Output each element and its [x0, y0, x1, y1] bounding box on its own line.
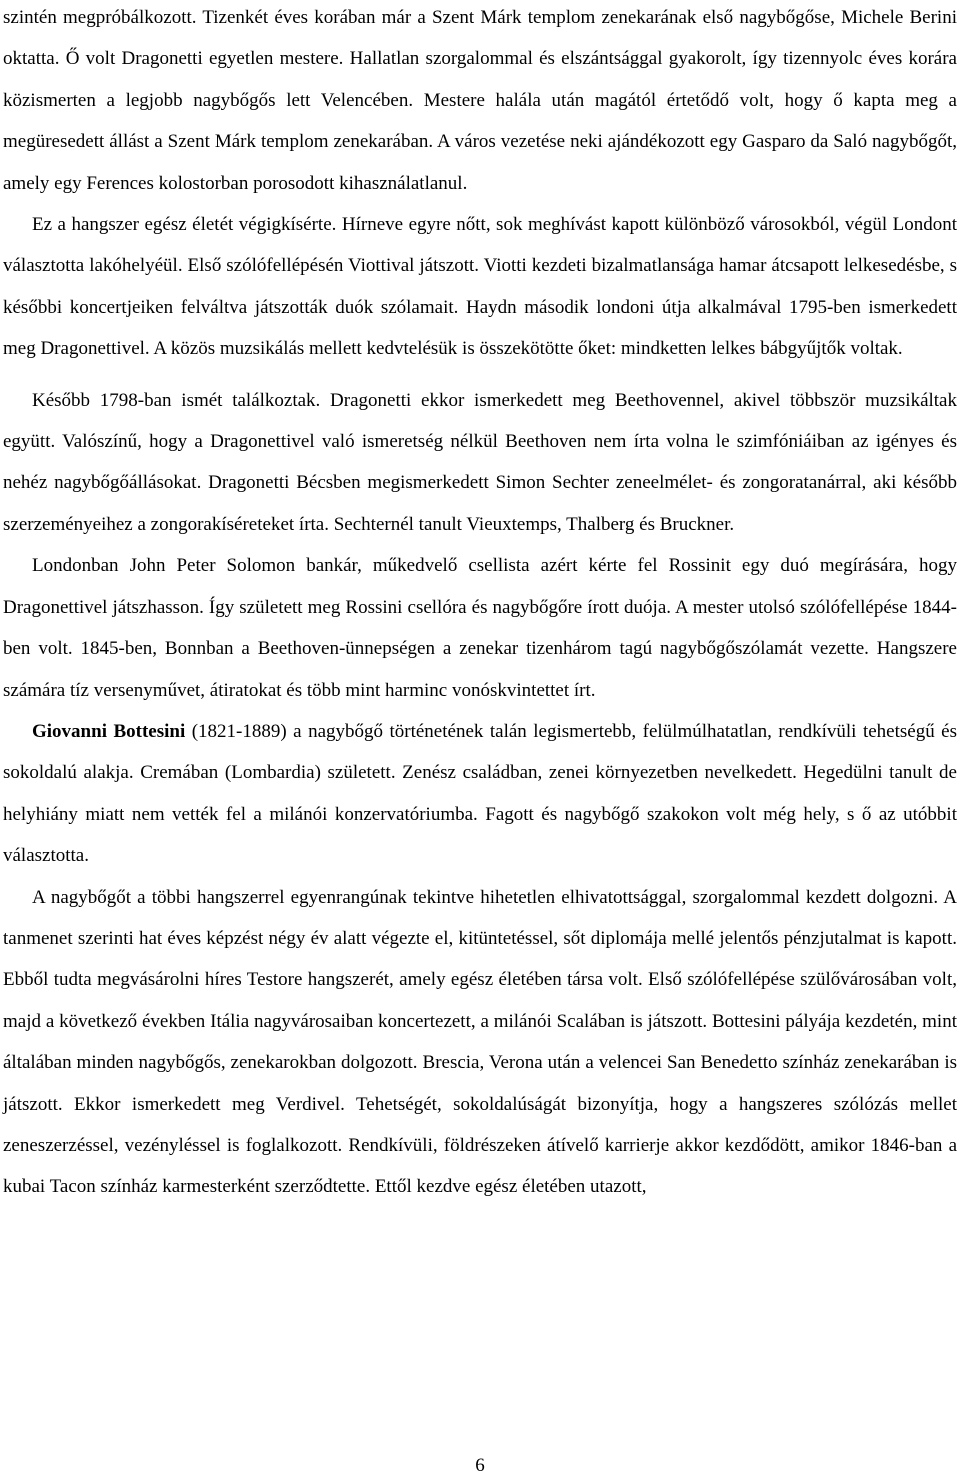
bottesini-name: Giovanni Bottesini	[32, 720, 186, 742]
paragraph-bottesini-intro	[3, 711, 957, 877]
paragraph-bottesini-career: A nagybőgőt a többi hangszerrel egyenrangúnak tekintve hihetetlen elhivatottsággal, szorgalommal kezdett dolgozni. A tanmenet szerinti hat éves képzést négy év alatt végezte el, kitüntetéssel, sőt diplomája mellé jelentős pénzjutalmat is kapott. Ebből tudta megvásárolni híres Testore hangszerét, amely egész életében társa volt. Első szólófellépése szülővárosában volt, majd a következő években Itália nagyvárosaiban koncertezett, a milánói Scalában is játszott. Bottesini pályája kezdetén, mint általában minden nagybőgős, zenekarokban dolgozott. Brescia, Verona után a velencei San Benedetto színház zenekarában is játszott. Ekkor ismerkedett meg Verdivel. Tehetségét, sokoldalúságát bizonyítja, hogy a hangszeres szólózás mellet zeneszerzéssel, vezényléssel is foglalkozott. Rendkívüli, földrészeken átívelő karrierje akkor kezdődött, amikor 1846-ban a kubai Tacon színház karmesterként szerződtette. Ettől kezdve egész életében utazott,	[3, 886, 957, 1198]
paragraph-dragonetti-rossini: Londonban John Peter Solomon bankár, műkedvelő csellista azért kérte fel Rossinit egy duó megírására, hogy Dragonettivel játszhasson. Így született meg Rossini csellóra és nagybőgőre írott duója. A mester utolsó szólófellépése 1844-ben volt. 1845-ben, Bonnban a Beethoven-ünnepségen a zenekar tizenhárom tagú nagybőgőszólamát vezette. Hangszere számára tíz versenyművet, átiratokat és több mint harminc vonóskvintettet írt.	[3, 555, 957, 701]
paragraph-dragonetti-london: Ez a hangszer egész életét végigkísérte. Hírneve egyre nőtt, sok meghívást kapott különböző városokból, végül Londont választotta lakóhelyéül. Első szólófellépésén Viottival játszott. Viotti kezdeti bizalmatlansága hamar átcsapott lelkesedésbe, s későbbi koncertjeiken felváltva játszották duók szólamait. Haydn második londoni útja alkalmával 1795-ben ismerkedett meg Dragonettivel. A közös muzsikálás mellett kedvtelésük is összekötötte őket: mindketten lelkes bábgyűjtők voltak.	[3, 214, 957, 360]
paragraph-dragonetti-early-years: szintén megpróbálkozott. Tizenkét éves korában már a Szent Márk templom zenekarának első nagybőgőse, Michele Berini oktatta. Ő volt Dragonetti egyetlen mestere. Hallatlan szorgalommal és elszántsággal gyakorolt, így tizennyolc éves korára közismerten a legjobb nagybőgős lett Velencében. Mestere halála után magától értetődő volt, hogy ő kapta meg a megüresedett állást a Szent Márk templom zenekarában. A város vezetése neki ajándékozott egy Gasparo da Saló nagybőgőt, amely egy Ferences kolostorban porosodott kihasználatlanul.	[3, 7, 957, 194]
paragraph-dragonetti-beethoven: Később 1798-ban ismét találkoztak. Dragonetti ekkor ismerkedett meg Beethovennel, akivel többször muzsikáltak együtt. Valószínű, hogy a Dragonettivel való ismeretség nélkül Beethoven nem írta volna le szimfóniáiban az igényes és nehéz nagybőgőállásokat. Dragonetti Bécsben megismerkedett Simon Sechter zeneelmélet- és zongoratanárral, aki később szerzeményeihez a zongorakíséreteket írta. Sechternél tanult Vieuxtemps, Thalberg és Bruckner.	[3, 389, 957, 535]
bottesini-intro-text: (1821-1889) a nagybőgő történetének talán legismertebb, felülmúlhatatlan, rendkívüli tehetségű és sokoldalú alakja. Cremában (Lombardia) született. Zenész családban, zenei környezetben nevelkedett. Hegedülni tanult de helyhiány miatt nem vették fel a milánói konzervatóriumba. Fagott és nagybőgő szakokon volt még hely, s ő az utóbbit választotta.	[3, 720, 957, 867]
body-text	[3, 0, 957, 1208]
page-number: 6	[475, 1455, 485, 1476]
